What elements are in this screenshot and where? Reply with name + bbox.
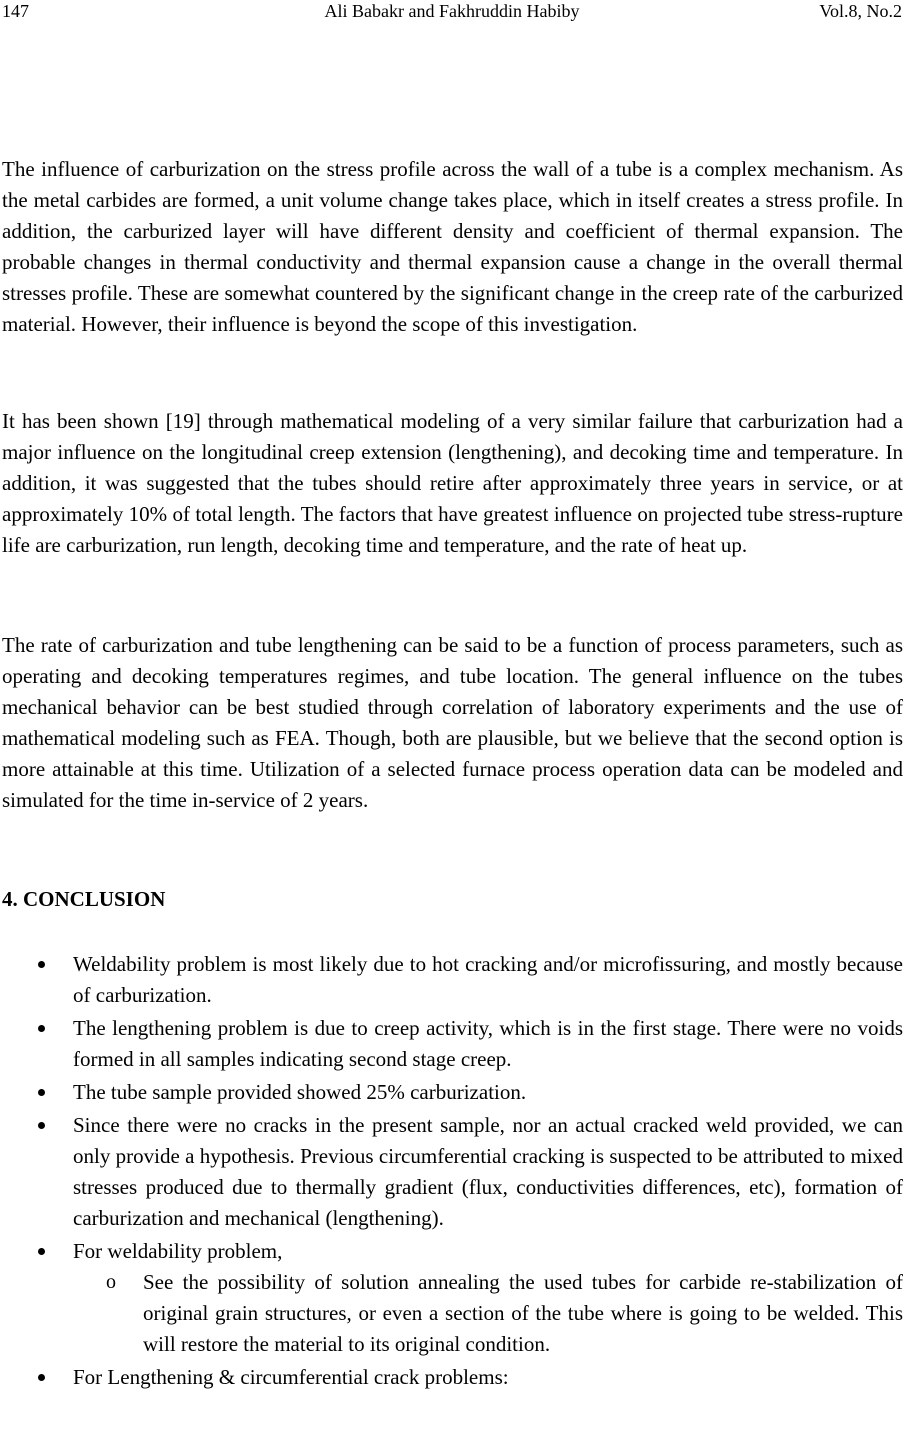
bullet-icon: [38, 1248, 45, 1255]
bullet-icon: [38, 1025, 45, 1032]
bullet-icon: [38, 961, 45, 968]
paragraph-rate-of-carburization: The rate of carburization and tube lengthening can be said to be a function of process parameters, such as operating and decoking temperatures regimes, and tube location. The general influence on the tubes mechanical behavior can be best studied through correlation of laboratory experiments and the use of mathematical modeling such as FEA. Though, both are plausible, but we believe that the second option is more attainable at this time. Utilization of a selected furnace process operation data can be modeled and simulated for the time in-service of 2 years.: [2, 633, 903, 812]
bullet-text: The tube sample provided showed 25% carburization.: [73, 1080, 527, 1104]
sub-bullet-text: See the possibility of solution annealing the used tubes for carbide re-stabilization of original grain structures, or even a section of the tube where is going to be welded. This will restore the material to its original condition.: [143, 1270, 903, 1356]
bullet-icon: [38, 1374, 45, 1381]
running-authors: Ali Babakr and Fakhruddin Habiby: [324, 1, 580, 21]
bullet-text: For Lengthening & circumferential crack problems:: [73, 1365, 509, 1389]
bullet-text: Weldability problem is most likely due to hot cracking and/or microfissuring, and mostly because of carburization.: [73, 952, 903, 1007]
page-number: 147: [2, 1, 29, 21]
conclusion-item-carburization: [0, 1077, 903, 1108]
bullet-icon: [38, 1122, 45, 1129]
circle-bullet-icon: o: [106, 1271, 116, 1293]
bullet-icon: [38, 1089, 45, 1096]
conclusion-item-hypothesis: [0, 1110, 903, 1234]
conclusion-list: [0, 949, 903, 1395]
sub-list: [73, 1267, 903, 1360]
conclusion-item-lengthening: [0, 1013, 903, 1075]
paragraph-modeling: It has been shown [19] through mathematical modeling of a very similar failure that carburization had a major influence on the longitudinal creep extension (lengthening), and decoking time and temperature. In addition, it was suggested that the tubes should retire after approximately three years in service, or at approximately 10% of total length. The factors that have greatest influence on projected tube stress-rupture life are carburization, run length, decoking time and temperature, and the rate of heat up.: [2, 409, 903, 557]
journal-volume: Vol.8, No.2: [819, 1, 902, 21]
section-heading-conclusion: 4. CONCLUSION: [2, 887, 166, 911]
paragraph-carburization-stress: The influence of carburization on the stress profile across the wall of a tube is a complex mechanism. As the metal carbides are formed, a unit volume change takes place, which in itself creates a stress profile. In addition, the carburized layer will have different density and coefficient of thermal expansion. The probable changes in thermal conductivity and thermal expansion cause a change in the overall thermal stresses profile. These are somewhat countered by the significant change in the creep rate of the carburized material. However, their influence is beyond the scope of this investigation.: [2, 157, 903, 336]
page-header: [2, 0, 902, 24]
bullet-text: For weldability problem,: [73, 1239, 283, 1263]
bullet-text: Since there were no cracks in the present sample, nor an actual cracked weld provided, we can only provide a hypothesis. Previous circumferential cracking is suspected to be attributed to mixed stresses produced due to thermally gradient (flux, conductivities differences, etc), formation of carburization and mechanical (lengthening).: [73, 1113, 903, 1230]
bullet-text: The lengthening problem is due to creep activity, which is in the first stage. There were no voids formed in all samples indicating second stage creep.: [73, 1016, 903, 1071]
conclusion-item-weldability: [0, 949, 903, 1011]
sub-item-solution-annealing: [0, 1267, 903, 1360]
conclusion-item-weldability-problem: [0, 1236, 903, 1360]
conclusion-item-lengthening-crack: [0, 1362, 903, 1393]
